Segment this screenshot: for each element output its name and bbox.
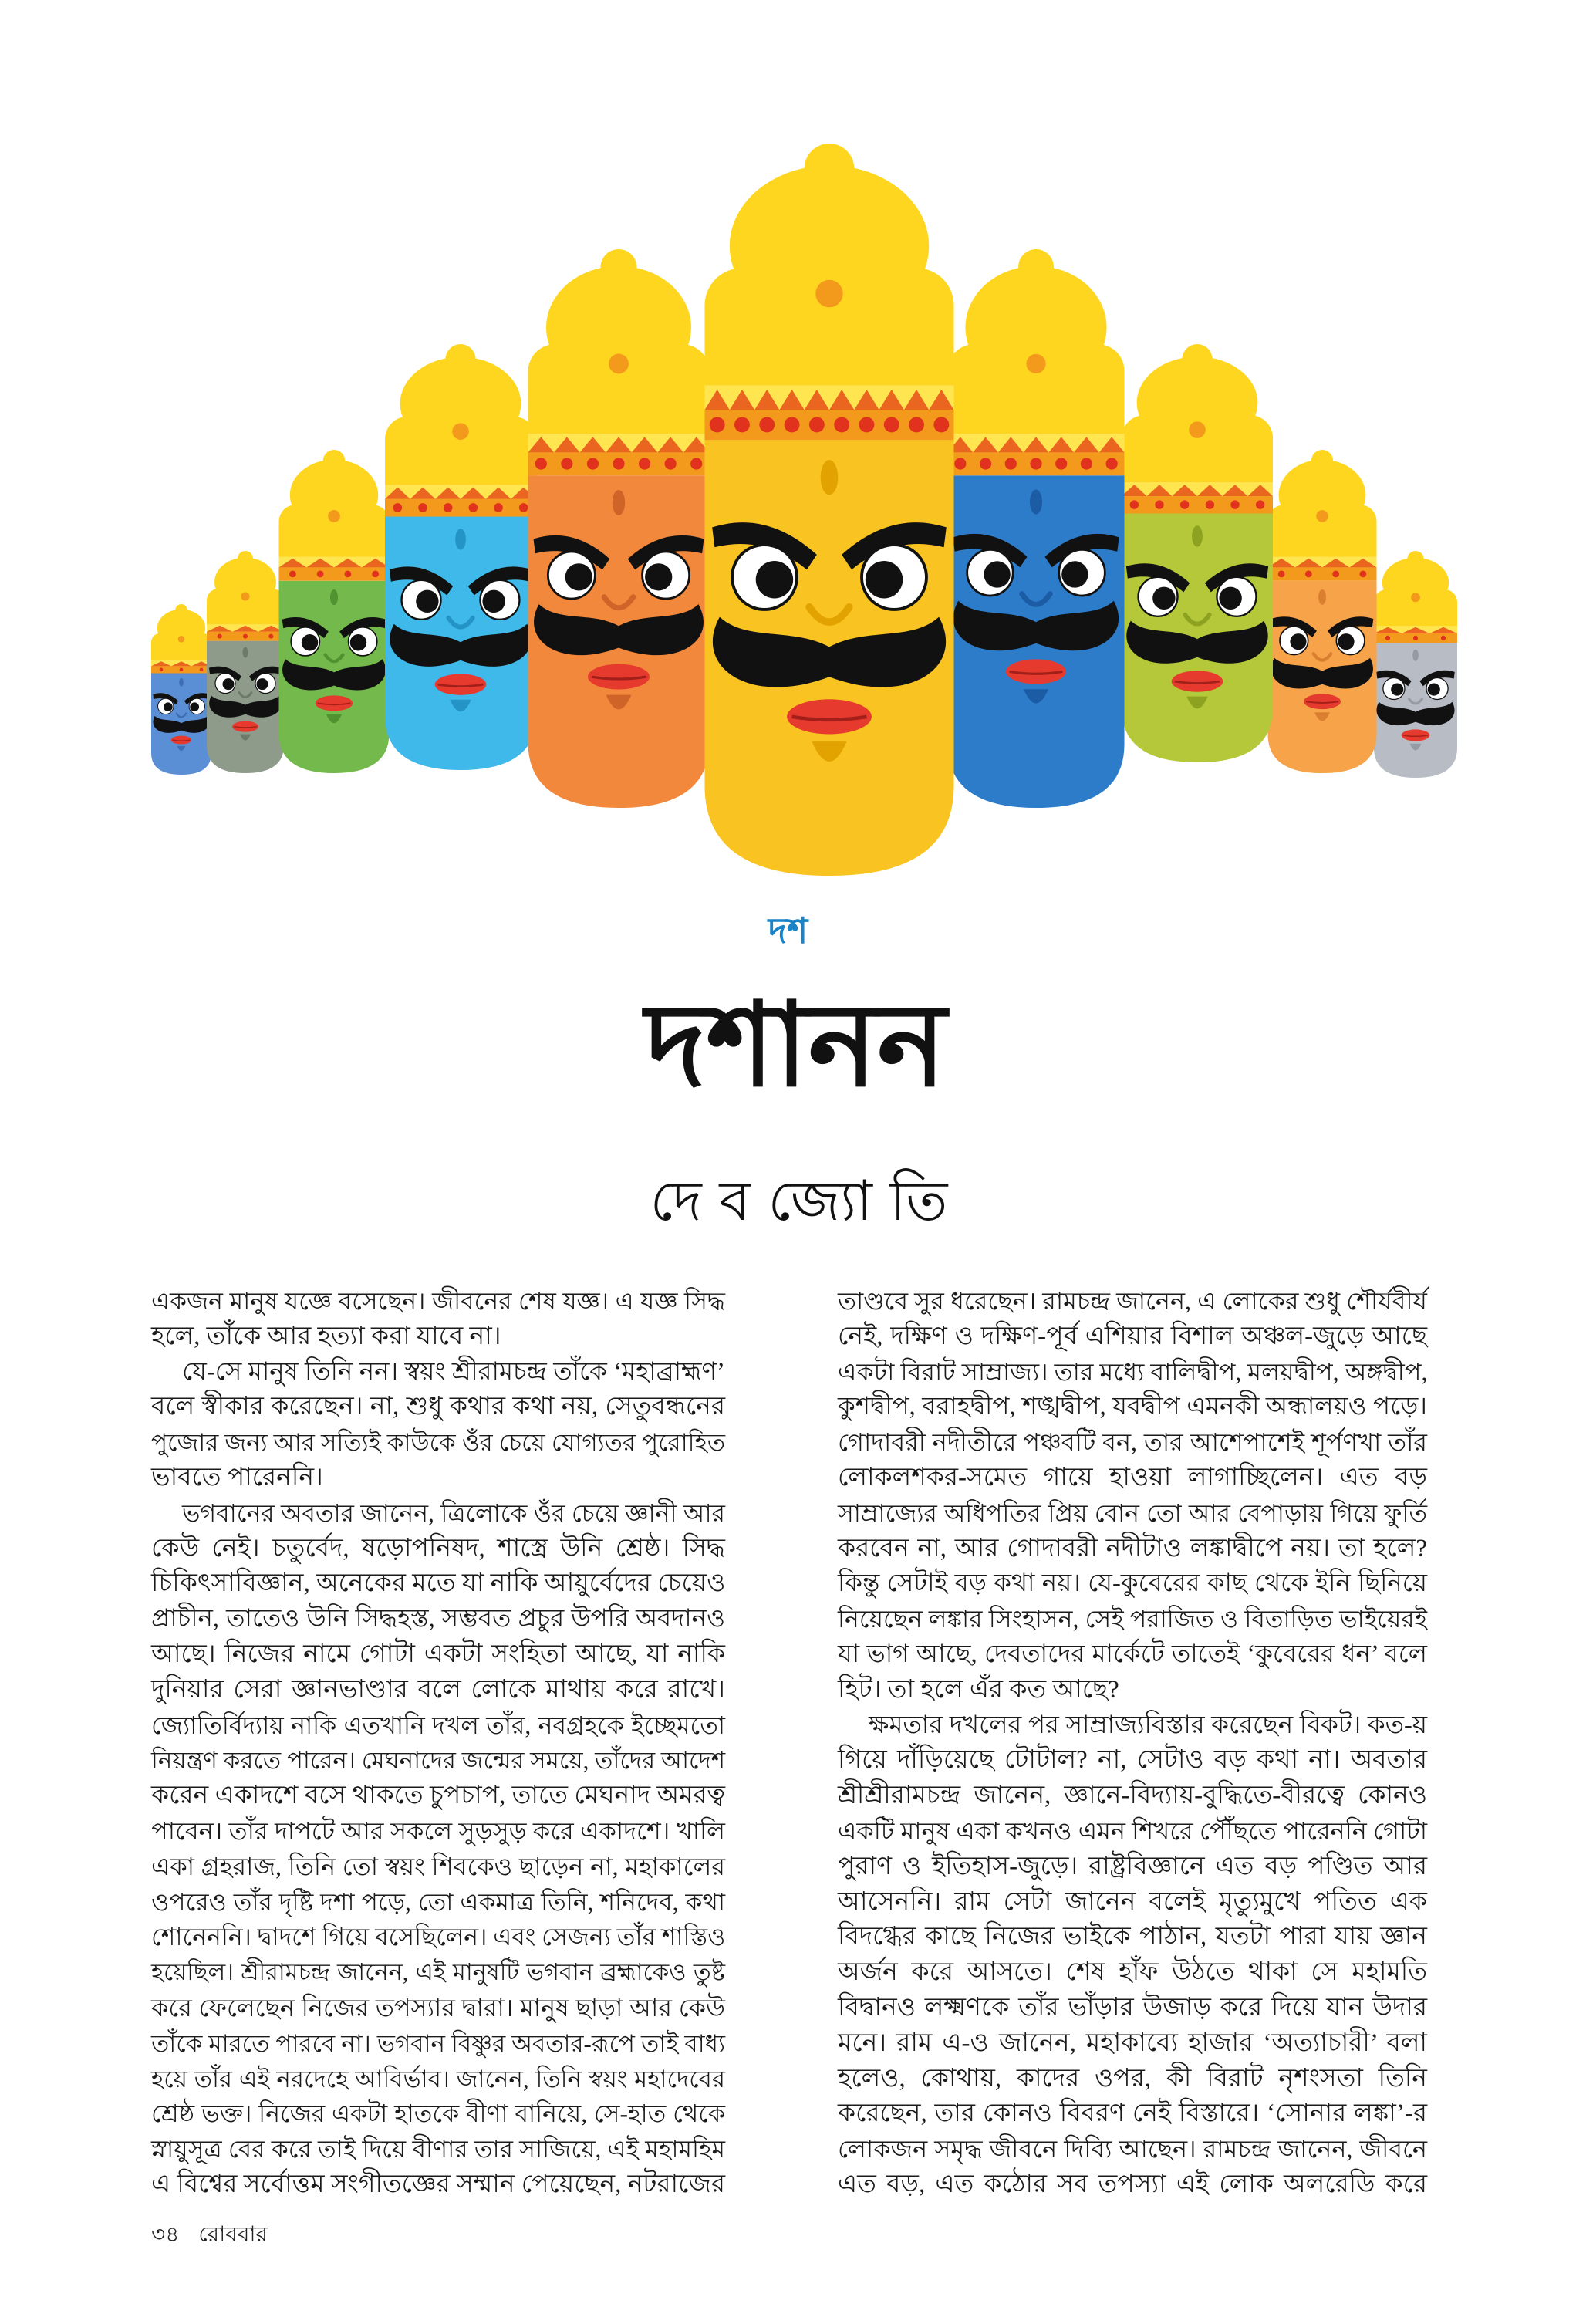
body-line: করেছেন, তার কোনও বিবরণ নেই বিস্তারে। ‘সোনার লঙ্কা’-র <box>838 2099 1427 2128</box>
crown-band-dot <box>1005 458 1017 469</box>
body-line: জ্যোতির্বিদ্যায় নাকি এতখানি দখল তাঁর, নবগ্রহকে ইচ্ছেমতো <box>151 1711 725 1739</box>
crown <box>207 551 284 641</box>
crown-band-dot <box>289 570 296 577</box>
pupil <box>350 634 366 650</box>
body-column-left <box>151 1284 725 2203</box>
body-line: আসেননি। রাম সেটা জানেন বলেই মৃত্যুমুখে পতিত এক <box>838 1887 1427 1916</box>
crown-band-dot <box>418 503 427 512</box>
pupil <box>302 634 318 650</box>
body-column-right <box>838 1284 1427 2203</box>
body-line: হলে, তাঁকে আর হত্যা করা যাবে না। <box>151 1322 501 1350</box>
crown <box>705 144 954 440</box>
pupil <box>257 678 268 690</box>
crown-band-dot <box>180 668 184 672</box>
body-line: নিয়েছেন লঙ্কার সিংহাসন, সেই পরাজিত ও বিতাড়িত ভাইয়েরই <box>838 1606 1427 1633</box>
body-line: সাম্রাজ্যের অধিপতির প্রিয় বোন তো আর বেপাড়ায় গিয়ে ফুর্তি <box>838 1499 1427 1527</box>
crown-band-dot <box>1332 570 1339 577</box>
body-line: আছে। নিজের নামে গোটা একটা সংহিতা আছে, যা নাকি <box>151 1640 725 1668</box>
crown-band-dot <box>1385 636 1390 640</box>
crown-band-dot <box>200 668 204 672</box>
body-line: একজন মানুষ যজ্ঞে বসেছেন। জীবনের শেষ যজ্ঞ। এ যজ্ঞ সিদ্ধ <box>151 1288 725 1315</box>
crown-jewel <box>241 593 250 601</box>
crown-band-dot <box>1305 570 1312 577</box>
crown-band-dot <box>469 503 478 512</box>
crown-band-dot <box>1256 500 1264 508</box>
crown-band-dot <box>665 458 677 469</box>
crown-band-dot <box>268 634 273 639</box>
body-line: মনে। রাম এ-ও জানেন, মহাকাব্যে হাজার ‘অত্যাচারী’ বলা <box>838 2028 1427 2057</box>
crown-band-dot <box>218 634 222 639</box>
body-line: শোনেননি। দ্বাদশে গিয়ে বসেছিলেন। এবং সেজন্য তাঁর শাস্তিও <box>151 1924 726 1951</box>
body-line: ভগবানের অবতার জানেন, ত্রিলোকে ওঁর চেয়ে জ্ঞানী আর <box>182 1499 725 1527</box>
author-byline: দে ব জ্যো তি <box>650 1168 948 1233</box>
crown-band-dot <box>859 417 874 432</box>
pupil <box>984 561 1010 587</box>
crown-band-dot <box>1180 500 1189 508</box>
pupil <box>164 702 173 711</box>
pupil <box>645 563 672 590</box>
crown <box>528 249 710 475</box>
ravana-head-9 <box>1268 450 1377 773</box>
body-line: প্রাচীন, তাতেও উনি সিদ্ধহস্ত, সম্ভবত প্রচুর উপরি অবদানও <box>151 1605 725 1633</box>
body-line: পুজোর জন্য আর সত্যিই কাউকে ওঁর চেয়ে যোগ্যতর পুরোহিত <box>151 1429 725 1457</box>
crown-band-dot <box>519 503 528 512</box>
body-line: হয়ে তাঁর এই নরদেহে আবির্ভাব। জানেন, তিনি স্বয়ং মহাদেবের <box>151 2065 725 2093</box>
crown-band-dot <box>884 417 899 432</box>
crown-band-dot <box>494 503 503 512</box>
body-line: করবেন না, আর গোদাবরী নদীটাও লঙ্কাদ্বীপে নয়। তা হলে? <box>838 1534 1427 1562</box>
forehead-mark <box>821 460 839 495</box>
pupil <box>1290 633 1306 650</box>
crown-band-dot <box>587 458 599 469</box>
crown-band-dot <box>1441 636 1446 640</box>
crown-band-dot <box>980 458 991 469</box>
forehead-mark <box>1318 589 1326 605</box>
crown-band-dot <box>444 503 453 512</box>
ravana-head-4 <box>385 344 536 770</box>
body-line: অর্জন করে আসতে। শেষ হাঁফ উঠতে থাকা সে মহামতি <box>838 1958 1427 1987</box>
forehead-mark <box>1030 490 1042 515</box>
ravana-head-5 <box>528 249 710 808</box>
body-line: কেউ নেই। চতুর্বেদ, ষড়োপনিষদ, শাস্ত্রে উনি শ্রেষ্ঠ। সিদ্ধ <box>151 1534 725 1562</box>
body-line: শ্রেষ্ঠ ভক্ত। নিজের একটা হাতকে বীণা বানিয়ে, সে-হাত থেকে <box>151 2100 725 2128</box>
pupil <box>866 561 903 598</box>
crown-band-dot <box>1359 570 1366 577</box>
ten-headed-ravana-illustration <box>0 0 1576 895</box>
pupil <box>1219 587 1241 610</box>
crown-band-dot <box>954 458 966 469</box>
forehead-mark <box>1192 525 1203 546</box>
crown-jewel <box>328 510 340 522</box>
ravana-head-1 <box>151 604 211 775</box>
crown-band-dot <box>317 570 324 577</box>
crown-band-dot <box>243 634 248 639</box>
body-line: লোকলশকর-সমেত গায়ে হাওয়া লাগাচ্ছিলেন। এত বড় <box>838 1463 1427 1491</box>
body-line: যা ভাগ আছে, দেবতাদের মার্কেটে তাতেই ‘কুবেরের ধন’ বলে <box>838 1640 1427 1668</box>
crown-jewel <box>1026 354 1045 373</box>
body-line: শ্রীশ্রীরামচন্দ্র জানেন, জ্ঞানে-বিদ্যায়-বুদ্ধিতে-বীরত্বে কোনও <box>838 1782 1427 1810</box>
forehead-mark <box>455 529 466 549</box>
crown-band-dot <box>393 503 403 512</box>
crown-band-dot <box>734 417 750 432</box>
crown-band-dot <box>535 458 547 469</box>
crown <box>1268 450 1377 581</box>
crown-band-dot <box>160 668 164 672</box>
body-line: করেন একাদশে বসে থাকতে চুপচাপ, তাতে মেঘনাদ অমরত্ব <box>151 1782 725 1810</box>
crown-band-dot <box>639 458 650 469</box>
forehead-mark <box>179 678 183 687</box>
crown <box>948 249 1125 475</box>
body-line: করে ফেলেছেন নিজের তপস্যার দ্বারা। মানুষ ছাড়া আর কেউ <box>151 1993 725 2022</box>
crown-jewel <box>1189 421 1206 438</box>
crown-band-dot <box>372 570 379 577</box>
article-title: দশানন <box>645 978 947 1113</box>
crown-jewel <box>452 423 469 440</box>
page-number: ৩৪ <box>151 2223 180 2247</box>
pupil <box>1391 683 1403 695</box>
crown-band-dot <box>759 417 775 432</box>
body-line: হলেও, কোথায়, কাদের ওপর, কী বিরাট নৃশংসতা তিনি <box>838 2064 1427 2093</box>
crown-jewel <box>1411 593 1420 602</box>
crown-band-dot <box>344 570 351 577</box>
body-line: একটি মানুষ একা কখনও এমন শিখরে পৌঁছতে পারেননি গোটা <box>838 1816 1427 1845</box>
crown-band-dot <box>1155 500 1163 508</box>
body-line: যে-সে মানুষ তিনি নন। স্বয়ং শ্রীরামচন্দ্র তাঁকে ‘মহাব্রাহ্মণ’ <box>182 1357 725 1386</box>
crown <box>1122 344 1273 514</box>
body-line: পুরাণ ও ইতিহাস-জুড়ে। রাষ্ট্রবিজ্ঞানে এত বড় পণ্ডিত আর <box>838 1852 1427 1880</box>
crown-band-dot <box>613 458 624 469</box>
body-line: চিকিৎসাবিজ্ঞান, অনেকের মতে যা নাকি আয়ুর্বেদের চেয়েও <box>151 1569 726 1598</box>
pupil <box>1338 633 1354 650</box>
pupil <box>1152 587 1175 610</box>
body-line: লোকজন সমৃদ্ধ জীবনে দিব্যি আছেন। রামচন্দ্র জানেন, জীবনে <box>838 2135 1427 2164</box>
ravana-head-7 <box>948 249 1125 808</box>
crown-band-dot <box>1230 500 1239 508</box>
pupil <box>482 590 505 613</box>
crown-band-dot <box>834 417 849 432</box>
crown-band-dot <box>1081 458 1092 469</box>
body-line: একটা বিরাট সাম্রাজ্য। তার মধ্যে বালিদ্বীপ, মলয়দ্বীপ, অঙ্গদ্বীপ, <box>838 1357 1428 1386</box>
forehead-mark <box>613 490 625 515</box>
body-line: নিয়ন্ত্রণ করতে পারেন। মেঘনাদের জন্মের সময়ে, তাঁদের আদেশ <box>151 1747 726 1775</box>
crown <box>1374 551 1457 643</box>
crown-band-dot <box>1055 458 1067 469</box>
crown-band-dot <box>1030 458 1041 469</box>
crown-band-dot <box>809 417 825 432</box>
body-line: এত বড়, এত কঠোর সব তপস্যা এই লোক অলরেডি করে <box>838 2170 1427 2198</box>
crown-jewel <box>178 636 185 643</box>
crown-band-dot <box>785 417 800 432</box>
body-line: ভাবতে পারেননি। <box>151 1463 323 1491</box>
body-line: একা গ্রহরাজ, তিনি তো স্বয়ং শিবকেও ছাড়েন না, মহাকালের <box>151 1852 725 1880</box>
body-line: বিদ্বানও লক্ষ্মণকে তাঁর ভাঁড়ার উজাড় করে দিয়ে যান উদার <box>838 1993 1427 2022</box>
body-line: পাবেন। তাঁর দাপটে আর সকলে সুড়সুড় করে একাদশে। খালি <box>151 1816 725 1845</box>
body-line: তাণ্ডবে সুর ধরেছেন। রামচন্দ্র জানেন, এ লোকের শুধু শৌর্যবীর্য <box>838 1287 1427 1315</box>
body-line: হয়েছিল। শ্রীরামচন্দ্র জানেন, এই মানুষটি ভগবান ব্রহ্মাকেও তুষ্ট <box>151 1959 725 1986</box>
body-line: দুনিয়ার সেরা জ্ঞানভাণ্ডার বলে লোকে মাথায় করে রাখে। <box>151 1675 725 1704</box>
pupil <box>416 590 438 613</box>
crown-band-dot <box>710 417 725 432</box>
pupil <box>756 561 793 598</box>
crown-jewel <box>1316 510 1328 522</box>
pupil <box>223 678 235 690</box>
forehead-mark <box>330 589 338 605</box>
crown-band-dot <box>1106 458 1118 469</box>
crown <box>279 450 390 581</box>
body-line: এ বিশ্বের সর্বোত্তম সংগীতজ্ঞের সম্মান পেয়েছেন, নটরাজের <box>151 2170 726 2198</box>
pupil <box>1061 561 1088 587</box>
body-line: স্নায়ুসূত্র বের করে তাই দিয়ে বীণার তার সাজিয়ে, এই মহামহিম <box>151 2136 725 2164</box>
body-line: কুশদ্বীপ, বরাহদ্বীপ, শঙ্খদ্বীপ, যবদ্বীপ এমনকী অন্ধালয়ও পড়ে। <box>838 1393 1427 1421</box>
body-line: বলে স্বীকার করেছেন। না, শুধু কথার কথা নয়, সেতুবন্ধনের <box>151 1393 725 1421</box>
forehead-mark <box>243 647 248 658</box>
body-line: বিদগ্ধের কাছে নিজের ভাইকে পাঠান, যতটা পারা যায় জ্ঞান <box>838 1923 1427 1951</box>
crown <box>385 344 536 517</box>
pupil <box>1428 683 1440 695</box>
ravana-head-3 <box>279 450 390 773</box>
body-line: কিন্তু সেটাই বড় কথা নয়। যে-কুবেরের কাছ থেকে ইনি ছিনিয়ে <box>838 1569 1427 1598</box>
forehead-mark <box>1412 650 1419 661</box>
magazine-name: রোববার <box>198 2223 268 2247</box>
ravana-head-2 <box>207 551 284 773</box>
ravana-head-6 <box>705 144 954 876</box>
crown-band-dot <box>561 458 572 469</box>
pupil <box>565 563 592 590</box>
page-footer <box>151 2220 268 2251</box>
body-line: ক্ষমতার দখলের পর সাম্রাজ্যবিস্তার করেছেন বিকট। কত-য় <box>869 1711 1427 1739</box>
body-line: ওপরেও তাঁর দৃষ্টি দশা পড়ে, তো একমাত্র তিনি, শনিদেব, কথা <box>151 1888 725 1916</box>
crown-band-dot <box>1278 570 1285 577</box>
ravana-head-10 <box>1374 551 1457 778</box>
crown-band-dot <box>933 417 949 432</box>
crown-band-dot <box>690 458 702 469</box>
section-label: দশ <box>768 910 808 951</box>
body-line: হিট। তা হলে এঁর কত আছে? <box>838 1675 1119 1704</box>
crown-jewel <box>815 280 843 308</box>
crown-band-dot <box>909 417 924 432</box>
body-line: গিয়ে দাঁড়িয়েছে টোটাল? না, সেটাও বড় কথা না। অবতার <box>838 1746 1427 1775</box>
crown-jewel <box>609 353 629 373</box>
body-line: তাঁকে মারতে পারবে না। ভগবান বিষ্ণুর অবতার-রূপে তাই বাধ্য <box>151 2029 725 2057</box>
crown-band-dot <box>1130 500 1139 508</box>
body-line: নেই, দক্ষিণ ও দক্ষিণ-পূর্ব এশিয়ার বিশাল অঞ্চল-জুড়ে আছে <box>838 1322 1427 1350</box>
ravana-head-8 <box>1122 344 1273 762</box>
pupil <box>190 702 199 711</box>
body-line: গোদাবরী নদীতীরে পঞ্চবটি বন, তার আশেপাশেই শূর্পণখা তাঁর <box>838 1428 1427 1457</box>
crown <box>151 604 211 674</box>
crown-band-dot <box>1413 636 1418 640</box>
crown-band-dot <box>1206 500 1214 508</box>
